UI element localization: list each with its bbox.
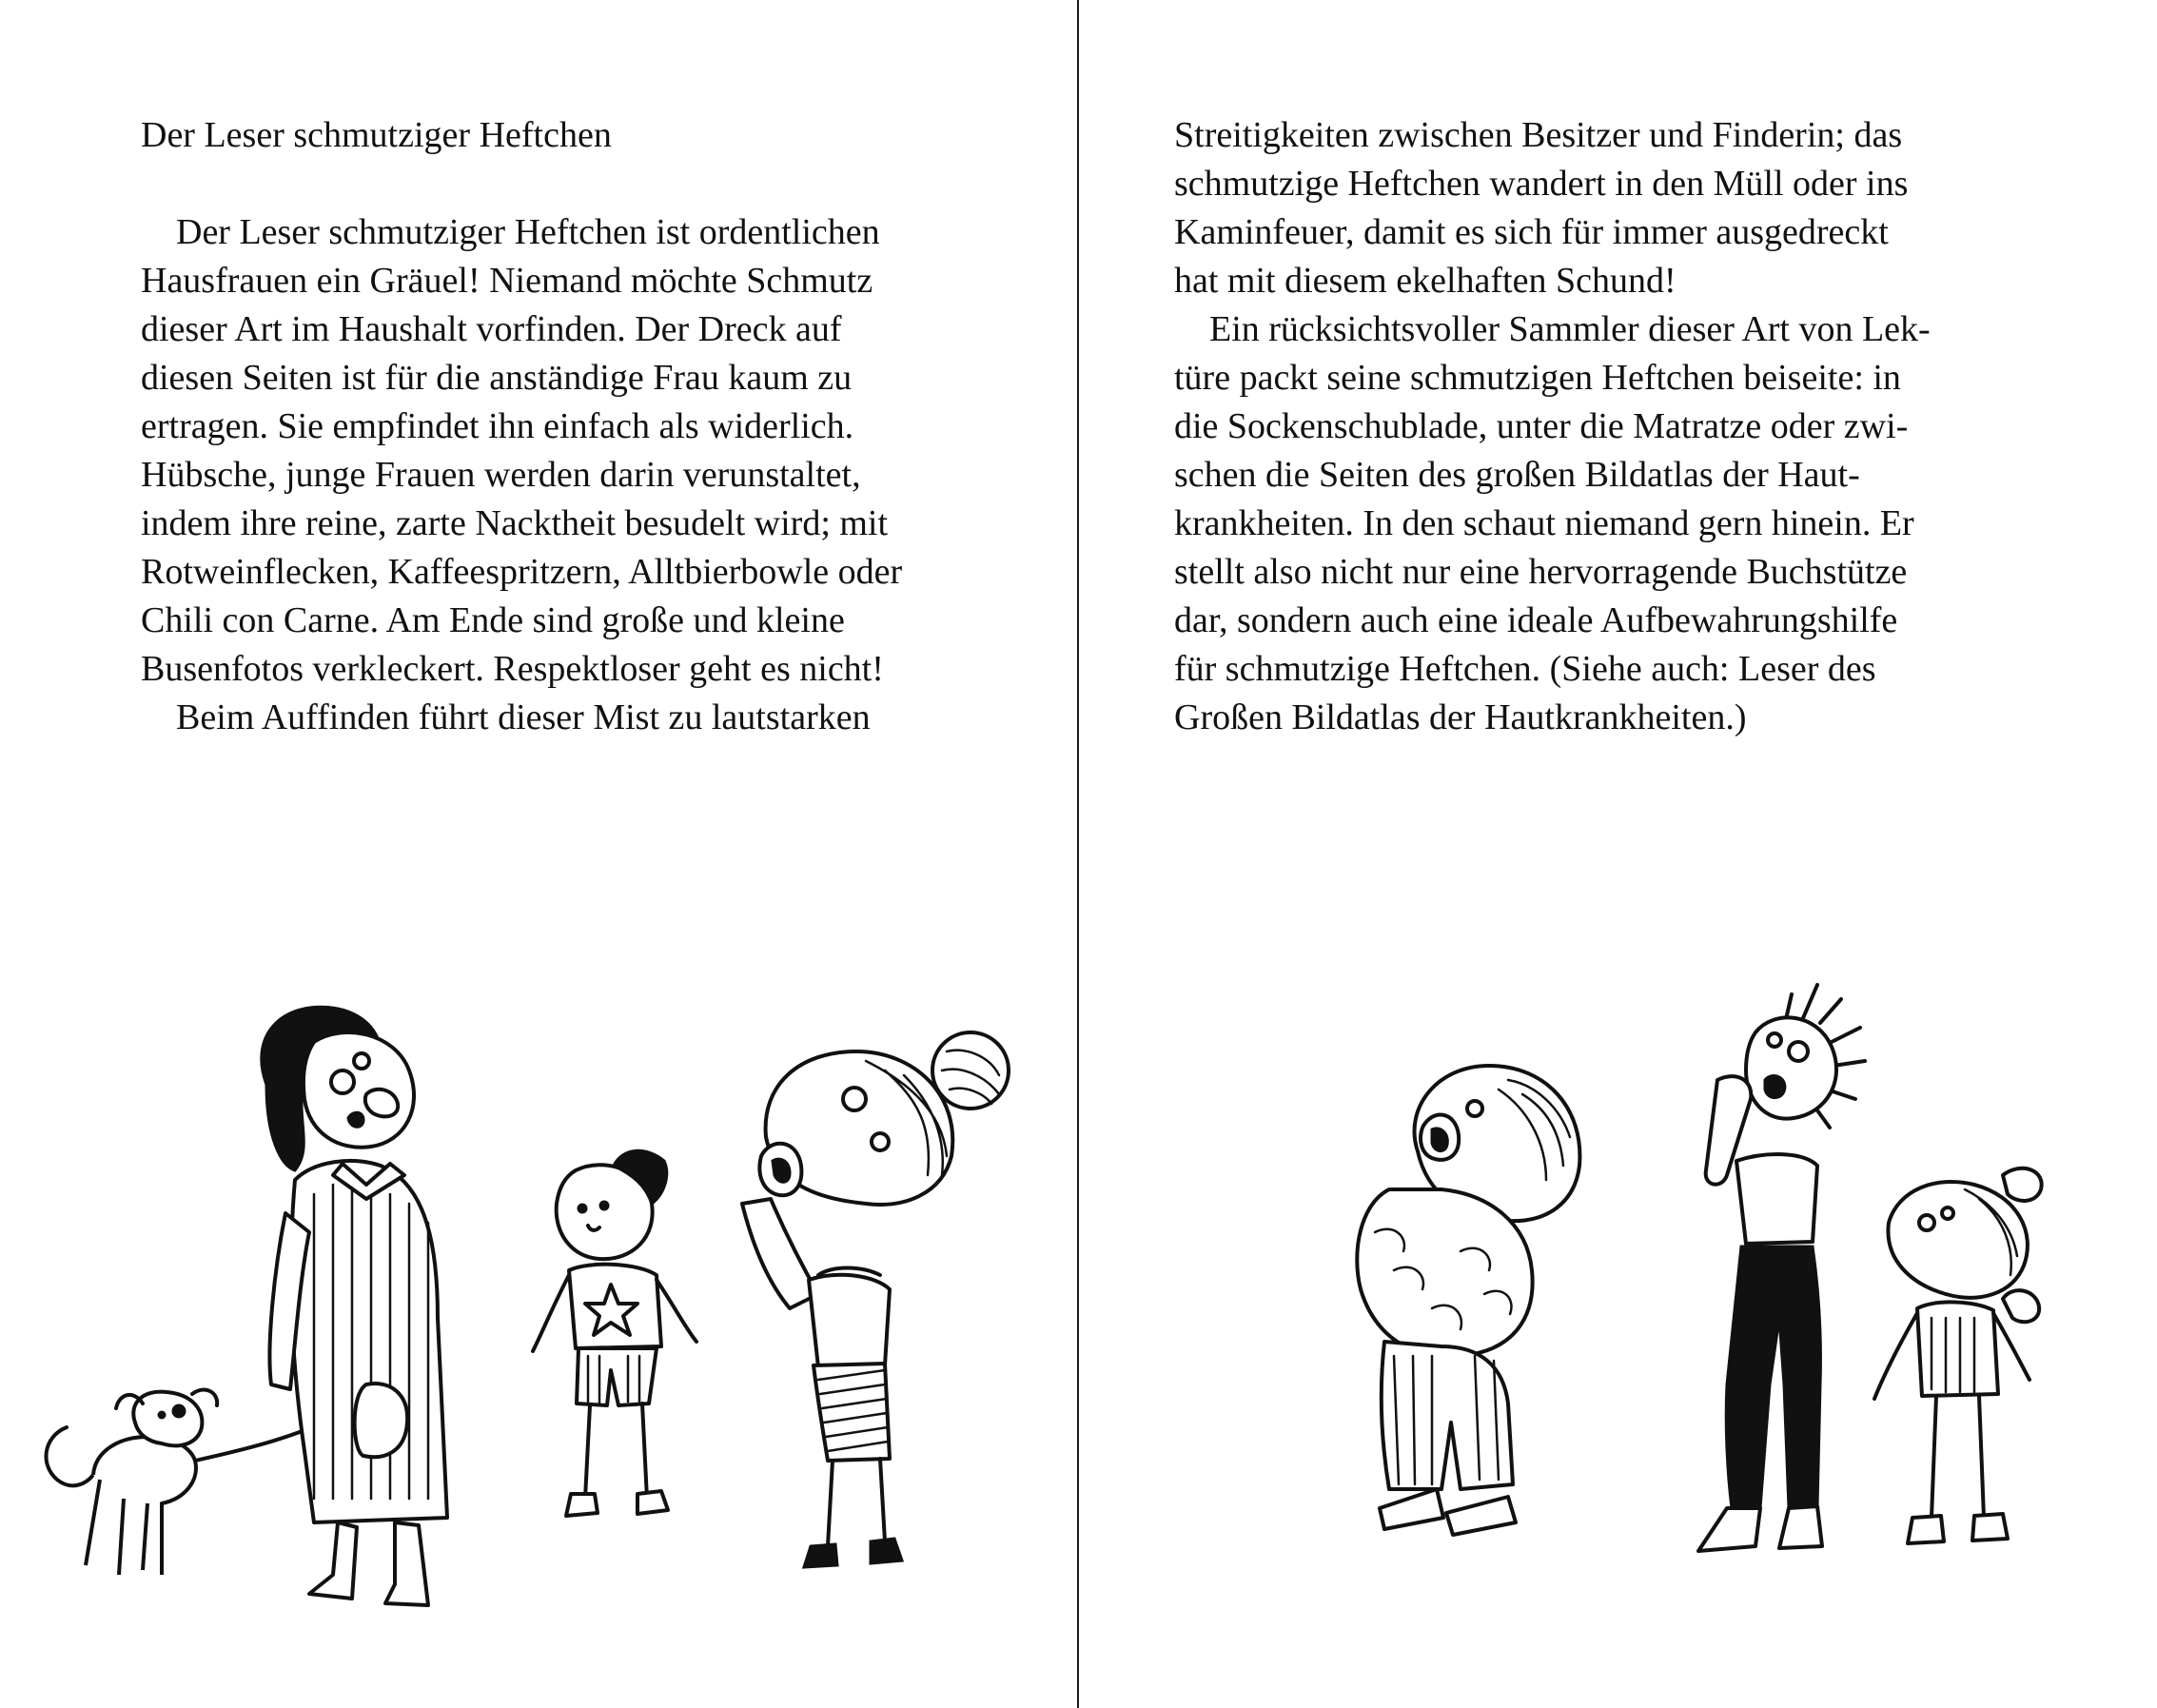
text-line: stellt also nicht nur eine hervorragende Buchstütze (1174, 552, 1908, 592)
woman-with-bun-figure (742, 1032, 1009, 1567)
text-line: dieser Art im Haushalt vorfinden. Der Dreck auf (141, 309, 842, 349)
girl-with-bow-figure (1874, 1168, 2042, 1543)
text-line: Großen Bildatlas der Hautkrankheiten.) (1174, 697, 1747, 737)
page-spine (1077, 0, 1079, 1708)
text-line: Busenfotos verkleckert. Respektloser geht es nicht! (141, 649, 884, 689)
curly-haired-woman-figure (1357, 1066, 1579, 1535)
text-line: die Sockenschublade, unter die Matratze oder zwi- (1174, 406, 1909, 446)
text-line: ertragen. Sie empfindet ihn einfach als widerlich. (141, 406, 854, 446)
chapter-heading: Der Leser schmutziger Heftchen (141, 115, 612, 155)
text-line: Ein rücksichtsvoller Sammler dieser Art von Lek- (1209, 309, 1931, 349)
right-page (1080, 0, 2157, 1708)
left-text-block (141, 111, 1002, 742)
left-illustration (29, 1004, 1066, 1632)
blank-line (141, 160, 1002, 208)
boy-figure (533, 1150, 696, 1516)
shouting-woman-figure (1698, 985, 1865, 1551)
text-line: Beim Auffinden führt dieser Mist zu lautstarken (176, 697, 871, 737)
right-text-block (1174, 111, 2035, 742)
text-line: dar, sondern auch eine ideale Aufbewahrungshilfe (1174, 600, 1898, 640)
text-line: hat mit diesem ekelhaften Schund! (1174, 261, 1677, 301)
text-line: krankheiten. In den schaut niemand gern hinein. Er (1174, 503, 1914, 543)
text-line: schmutzige Heftchen wandert in den Müll oder ins (1174, 164, 1909, 204)
text-line: Chili con Carne. Am Ende sind große und kleine (141, 600, 845, 640)
text-line: Kaminfeuer, damit es sich für immer ausgedreckt (1174, 212, 1889, 252)
woman-in-coat-figure (262, 1007, 447, 1605)
text-line: Hübsche, junge Frauen werden darin verunstaltet, (141, 455, 861, 495)
text-line: für schmutzige Heftchen. (Siehe auch: Leser des (1174, 649, 1876, 689)
right-illustration (1270, 975, 2127, 1622)
text-line: schen die Seiten des großen Bildatlas der Haut- (1174, 455, 1860, 495)
text-line: diesen Seiten ist für die anständige Frau kaum zu (141, 358, 853, 398)
text-line: Der Leser schmutziger Heftchen ist ordentlichen (176, 212, 880, 252)
left-page (0, 0, 1078, 1708)
text-line: Rotweinflecken, Kaffeespritzern, Alltbierbowle oder (141, 552, 903, 592)
text-line: indem ihre reine, zarte Nacktheit besudelt wird; mit (141, 503, 889, 543)
text-line: Streitigkeiten zwischen Besitzer und Finderin; das (1174, 115, 1903, 155)
text-line: Hausfrauen ein Gräuel! Niemand möchte Schmutz (141, 261, 873, 301)
text-line: türe packt seine schmutzigen Heftchen beiseite: in (1174, 358, 1901, 398)
